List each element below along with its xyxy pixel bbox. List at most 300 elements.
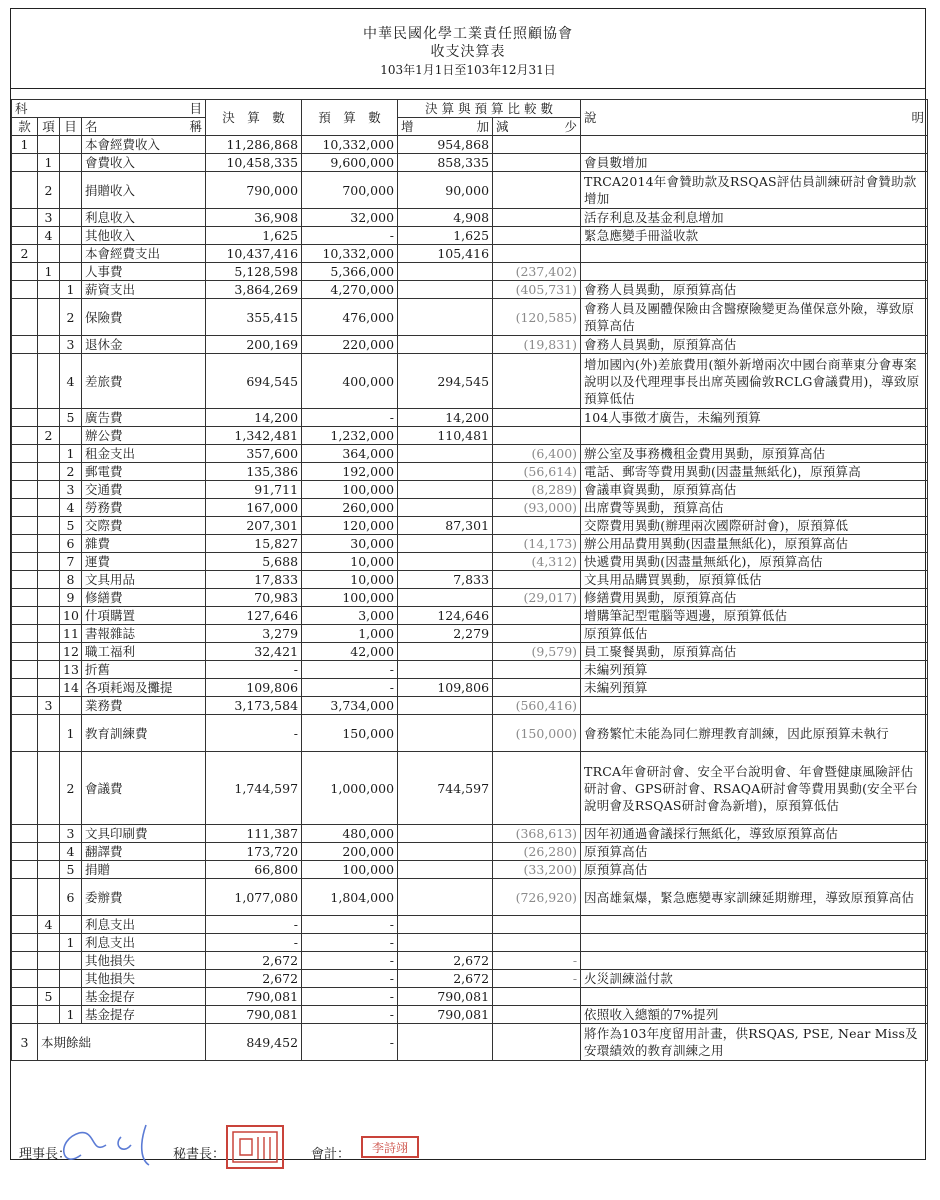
row-note: TRCA2014年會贊助款及RSQAS評估員訓練研討會贊助款增加 xyxy=(581,172,928,209)
row-kuan xyxy=(12,643,38,661)
row-note: 會議車資異動，原預算高估 xyxy=(581,481,928,499)
row-actual: 790,081 xyxy=(206,1006,302,1024)
row-xiang xyxy=(38,281,60,299)
row-actual: 36,908 xyxy=(206,209,302,227)
row-decrease: (9,579) xyxy=(493,643,581,661)
row-actual: 2,672 xyxy=(206,970,302,988)
row-note: 員工聚餐異動，原預算高估 xyxy=(581,643,928,661)
row-xiang xyxy=(38,445,60,463)
row-kuan xyxy=(12,916,38,934)
row-actual: 849,452 xyxy=(206,1024,302,1061)
row-decrease: (26,280) xyxy=(493,843,581,861)
header-actual: 決 算 數 xyxy=(206,100,302,136)
row-decrease xyxy=(493,209,581,227)
row-budget: 480,000 xyxy=(302,825,398,843)
table-row xyxy=(12,661,928,679)
row-xiang: 3 xyxy=(38,697,60,715)
row-actual: 10,458,335 xyxy=(206,154,302,172)
row-note xyxy=(581,263,928,281)
table-row xyxy=(12,499,928,517)
row-xiang: 4 xyxy=(38,916,60,934)
row-decrease: (19,831) xyxy=(493,336,581,354)
header-note: 說 明 xyxy=(581,100,928,136)
table-row xyxy=(12,825,928,843)
org-name: 中華民國化學工業責任照顧協會 xyxy=(363,26,573,42)
row-xiang xyxy=(38,625,60,643)
row-kuan xyxy=(12,553,38,571)
row-xiang xyxy=(38,245,60,263)
table-row xyxy=(12,336,928,354)
row-decrease xyxy=(493,245,581,263)
row-note: 因高雄氣爆，緊急應變專家訓練延期辦理，導致原預算高估 xyxy=(581,879,928,916)
row-name: 辦公費 xyxy=(82,427,206,445)
row-name: 利息支出 xyxy=(82,916,206,934)
row-decrease xyxy=(493,227,581,245)
row-xiang xyxy=(38,336,60,354)
row-budget: 364,000 xyxy=(302,445,398,463)
table-row xyxy=(12,299,928,336)
row-actual: - xyxy=(206,934,302,952)
row-actual: 694,545 xyxy=(206,354,302,409)
row-name: 業務費 xyxy=(82,697,206,715)
row-note: 快遞費用異動(因盡量無紙化)，原預算高估 xyxy=(581,553,928,571)
row-xiang xyxy=(38,463,60,481)
row-increase xyxy=(398,336,493,354)
row-kuan xyxy=(12,445,38,463)
row-name: 退休金 xyxy=(82,336,206,354)
row-decrease xyxy=(493,427,581,445)
row-note: 會務人員異動，原預算高估 xyxy=(581,336,928,354)
row-decrease: (4,312) xyxy=(493,553,581,571)
row-name: 本會經費收入 xyxy=(82,136,206,154)
row-actual: 11,286,868 xyxy=(206,136,302,154)
header-subject: 科 目 xyxy=(12,100,206,118)
row-actual: 3,864,269 xyxy=(206,281,302,299)
row-decrease: (56,614) xyxy=(493,463,581,481)
row-mu: 7 xyxy=(60,553,82,571)
row-increase xyxy=(398,589,493,607)
row-xiang: 2 xyxy=(38,172,60,209)
row-name: 捐贈收入 xyxy=(82,172,206,209)
row-name: 本會經費支出 xyxy=(82,245,206,263)
row-budget: - xyxy=(302,952,398,970)
row-actual: 357,600 xyxy=(206,445,302,463)
row-decrease: (726,920) xyxy=(493,879,581,916)
row-name: 文具印刷費 xyxy=(82,825,206,843)
row-kuan xyxy=(12,281,38,299)
row-actual: 1,077,080 xyxy=(206,879,302,916)
row-increase xyxy=(398,825,493,843)
secretary-seal-icon xyxy=(226,1125,284,1169)
row-note xyxy=(581,697,928,715)
row-budget: 10,332,000 xyxy=(302,245,398,263)
row-xiang: 5 xyxy=(38,988,60,1006)
row-decrease: (29,017) xyxy=(493,589,581,607)
row-note: 會務人員及團體保險由含醫療險變更為僅保意外險，導致原預算高估 xyxy=(581,299,928,336)
row-kuan xyxy=(12,299,38,336)
row-decrease: (405,731) xyxy=(493,281,581,299)
row-increase: 954,868 xyxy=(398,136,493,154)
table-row xyxy=(12,354,928,409)
row-decrease: (368,613) xyxy=(493,825,581,843)
header-xiang: 項 xyxy=(38,118,60,136)
table-row xyxy=(12,136,928,154)
row-mu xyxy=(60,916,82,934)
table-row xyxy=(12,916,928,934)
table-row xyxy=(12,481,928,499)
row-decrease xyxy=(493,934,581,952)
row-name: 修繕費 xyxy=(82,589,206,607)
row-mu xyxy=(60,172,82,209)
row-decrease xyxy=(493,154,581,172)
row-budget: 1,232,000 xyxy=(302,427,398,445)
row-actual: 111,387 xyxy=(206,825,302,843)
row-budget: 4,270,000 xyxy=(302,281,398,299)
row-xiang xyxy=(38,861,60,879)
row-mu: 1 xyxy=(60,445,82,463)
row-kuan: 3 xyxy=(12,1024,38,1061)
row-mu xyxy=(60,952,82,970)
row-xiang: 1 xyxy=(38,154,60,172)
table-row xyxy=(12,1024,928,1061)
row-note: 會員數增加 xyxy=(581,154,928,172)
row-note: 交際費用異動(辦理兩次國際研討會)，原預算低 xyxy=(581,517,928,535)
row-note: 活存利息及基金利息增加 xyxy=(581,209,928,227)
row-actual: 167,000 xyxy=(206,499,302,517)
table-row xyxy=(12,409,928,427)
row-mu: 13 xyxy=(60,661,82,679)
row-kuan xyxy=(12,879,38,916)
row-actual: 790,081 xyxy=(206,988,302,1006)
row-increase: 110,481 xyxy=(398,427,493,445)
row-note: 增加國內(外)差旅費用(額外新增兩次中國台商華東分會專案說明以及代理理事長出席英國倫敦RCLG會議費用)，導致原預算低估 xyxy=(581,354,928,409)
row-increase xyxy=(398,916,493,934)
row-xiang: 4 xyxy=(38,227,60,245)
row-xiang xyxy=(38,934,60,952)
row-budget: - xyxy=(302,409,398,427)
header-mu: 目 xyxy=(60,118,82,136)
row-decrease xyxy=(493,136,581,154)
row-decrease: - xyxy=(493,952,581,970)
row-xiang xyxy=(38,843,60,861)
row-decrease xyxy=(493,661,581,679)
row-budget: 150,000 xyxy=(302,715,398,752)
row-budget: 260,000 xyxy=(302,499,398,517)
row-increase xyxy=(398,934,493,952)
header-decrease: 減 少 xyxy=(493,118,581,136)
row-mu: 2 xyxy=(60,463,82,481)
row-mu: 4 xyxy=(60,354,82,409)
row-actual: 10,437,416 xyxy=(206,245,302,263)
row-xiang xyxy=(38,643,60,661)
row-increase xyxy=(398,697,493,715)
row-note: 緊急應變手冊溢收款 xyxy=(581,227,928,245)
row-increase: 744,597 xyxy=(398,752,493,825)
row-name: 各項耗竭及攤提 xyxy=(82,679,206,697)
table-row xyxy=(12,934,928,952)
row-xiang xyxy=(38,481,60,499)
row-decrease xyxy=(493,1006,581,1024)
row-budget: 400,000 xyxy=(302,354,398,409)
row-decrease: (237,402) xyxy=(493,263,581,281)
row-budget: 10,332,000 xyxy=(302,136,398,154)
row-xiang: 3 xyxy=(38,209,60,227)
row-actual: 173,720 xyxy=(206,843,302,861)
row-increase: 2,279 xyxy=(398,625,493,643)
row-note: 原預算高估 xyxy=(581,843,928,861)
row-xiang xyxy=(38,715,60,752)
row-note xyxy=(581,427,928,445)
row-increase: 4,908 xyxy=(398,209,493,227)
row-decrease: (120,585) xyxy=(493,299,581,336)
row-mu xyxy=(60,227,82,245)
row-mu: 5 xyxy=(60,409,82,427)
row-increase xyxy=(398,843,493,861)
row-kuan xyxy=(12,952,38,970)
row-increase: 109,806 xyxy=(398,679,493,697)
table-header-row-1 xyxy=(12,100,928,118)
row-xiang xyxy=(38,825,60,843)
row-kuan xyxy=(12,209,38,227)
row-decrease xyxy=(493,571,581,589)
row-actual: 3,173,584 xyxy=(206,697,302,715)
row-increase xyxy=(398,445,493,463)
row-xiang xyxy=(38,607,60,625)
table-row xyxy=(12,281,928,299)
row-actual: 109,806 xyxy=(206,679,302,697)
row-actual: 200,169 xyxy=(206,336,302,354)
row-kuan xyxy=(12,481,38,499)
row-name: 利息支出 xyxy=(82,934,206,952)
row-budget: 3,734,000 xyxy=(302,697,398,715)
row-mu: 14 xyxy=(60,679,82,697)
row-actual: 207,301 xyxy=(206,517,302,535)
row-mu xyxy=(60,988,82,1006)
table-row xyxy=(12,752,928,825)
row-mu: 4 xyxy=(60,843,82,861)
row-actual: 135,386 xyxy=(206,463,302,481)
row-kuan xyxy=(12,517,38,535)
row-mu xyxy=(60,245,82,263)
row-note: 會務人員異動，原預算高估 xyxy=(581,281,928,299)
secretary-label: 秘書長： xyxy=(173,1147,226,1162)
row-mu: 12 xyxy=(60,643,82,661)
header-name: 名 稱 xyxy=(82,118,206,136)
row-decrease xyxy=(493,354,581,409)
row-budget: 120,000 xyxy=(302,517,398,535)
row-budget: 30,000 xyxy=(302,535,398,553)
table-row xyxy=(12,209,928,227)
row-note: 依照收入總額的7%提列 xyxy=(581,1006,928,1024)
row-decrease xyxy=(493,625,581,643)
row-note xyxy=(581,934,928,952)
row-name: 會費收入 xyxy=(82,154,206,172)
row-name: 折舊 xyxy=(82,661,206,679)
row-mu: 6 xyxy=(60,879,82,916)
row-name: 翻譯費 xyxy=(82,843,206,861)
row-mu: 3 xyxy=(60,336,82,354)
row-budget: 42,000 xyxy=(302,643,398,661)
row-note: 增購筆記型電腦等週邊，原預算低估 xyxy=(581,607,928,625)
row-decrease xyxy=(493,916,581,934)
row-increase xyxy=(398,299,493,336)
table-row xyxy=(12,227,928,245)
row-budget: - xyxy=(302,227,398,245)
row-actual: - xyxy=(206,715,302,752)
row-kuan xyxy=(12,861,38,879)
row-decrease xyxy=(493,679,581,697)
row-note: 將作為103年度留用計畫，供RSQAS, PSE, Near Miss及安環績效的教育訓練之用 xyxy=(581,1024,928,1061)
row-increase xyxy=(398,879,493,916)
row-budget: 5,366,000 xyxy=(302,263,398,281)
row-kuan xyxy=(12,589,38,607)
row-increase xyxy=(398,481,493,499)
row-increase: 14,200 xyxy=(398,409,493,427)
row-mu xyxy=(60,263,82,281)
row-budget: 1,000 xyxy=(302,625,398,643)
row-actual: 1,342,481 xyxy=(206,427,302,445)
row-name: 差旅費 xyxy=(82,354,206,409)
row-kuan xyxy=(12,172,38,209)
document-frame xyxy=(10,8,926,1160)
row-actual: - xyxy=(206,916,302,934)
row-mu: 11 xyxy=(60,625,82,643)
row-mu: 1 xyxy=(60,281,82,299)
row-budget: 192,000 xyxy=(302,463,398,481)
table-row xyxy=(12,879,928,916)
row-budget: 100,000 xyxy=(302,481,398,499)
row-kuan xyxy=(12,988,38,1006)
table-row xyxy=(12,970,928,988)
document-period: 103年1月1日至103年12月31日 xyxy=(380,63,556,77)
row-increase xyxy=(398,661,493,679)
row-actual: 17,833 xyxy=(206,571,302,589)
row-budget: - xyxy=(302,1024,398,1061)
row-budget: 10,000 xyxy=(302,571,398,589)
table-row xyxy=(12,988,928,1006)
row-note: 火災訓練溢付款 xyxy=(581,970,928,988)
row-note xyxy=(581,988,928,1006)
table-row xyxy=(12,154,928,172)
row-increase xyxy=(398,553,493,571)
row-note: 原預算低估 xyxy=(581,625,928,643)
row-name: 其他收入 xyxy=(82,227,206,245)
row-actual: 91,711 xyxy=(206,481,302,499)
row-actual: 2,672 xyxy=(206,952,302,970)
table-row xyxy=(12,535,928,553)
row-mu: 2 xyxy=(60,299,82,336)
row-decrease xyxy=(493,1024,581,1061)
row-decrease: (6,400) xyxy=(493,445,581,463)
row-decrease xyxy=(493,172,581,209)
row-increase: 858,335 xyxy=(398,154,493,172)
row-mu: 9 xyxy=(60,589,82,607)
table-row xyxy=(12,245,928,263)
row-increase: 90,000 xyxy=(398,172,493,209)
row-actual: 5,128,598 xyxy=(206,263,302,281)
row-budget: 1,000,000 xyxy=(302,752,398,825)
row-kuan xyxy=(12,752,38,825)
row-note: 因年初通過會議採行無紙化，導致原預算高估 xyxy=(581,825,928,843)
row-kuan: 1 xyxy=(12,136,38,154)
row-xiang xyxy=(38,589,60,607)
row-kuan xyxy=(12,825,38,843)
row-increase: 1,625 xyxy=(398,227,493,245)
row-mu xyxy=(60,209,82,227)
row-budget: 100,000 xyxy=(302,861,398,879)
row-name: 薪資支出 xyxy=(82,281,206,299)
row-actual: 790,000 xyxy=(206,172,302,209)
row-actual: - xyxy=(206,661,302,679)
row-kuan xyxy=(12,463,38,481)
header-kuan: 款 xyxy=(12,118,38,136)
row-increase: 294,545 xyxy=(398,354,493,409)
row-kuan xyxy=(12,427,38,445)
row-kuan xyxy=(12,697,38,715)
table-row xyxy=(12,952,928,970)
row-increase: 105,416 xyxy=(398,245,493,263)
row-note: 辦公室及事務機租金費用異動，原預算高估 xyxy=(581,445,928,463)
row-budget: 32,000 xyxy=(302,209,398,227)
row-actual: 14,200 xyxy=(206,409,302,427)
header-increase: 增 加 xyxy=(398,118,493,136)
row-mu: 2 xyxy=(60,752,82,825)
row-mu: 1 xyxy=(60,934,82,952)
row-note: 辦公用品費用異動(因盡量無紙化)，原預算高估 xyxy=(581,535,928,553)
row-name: 利息收入 xyxy=(82,209,206,227)
row-decrease: (560,416) xyxy=(493,697,581,715)
row-xiang xyxy=(38,535,60,553)
accountant-label: 會計： xyxy=(311,1147,351,1162)
row-name: 租金支出 xyxy=(82,445,206,463)
table-row xyxy=(12,571,928,589)
row-kuan xyxy=(12,843,38,861)
row-name: 捐贈 xyxy=(82,861,206,879)
row-actual: 1,744,597 xyxy=(206,752,302,825)
row-kuan xyxy=(12,661,38,679)
row-note xyxy=(581,916,928,934)
row-note: TRCA年會研討會、安全平台說明會、年會暨健康風險評估研討會、GPS研討會、RSAQA研討會等費用異動(安全平台說明會及RSQAS研討會為新增)，原預算低估 xyxy=(581,752,928,825)
row-name: 交際費 xyxy=(82,517,206,535)
row-actual: 70,983 xyxy=(206,589,302,607)
row-note: 104人事徵才廣告，未編列預算 xyxy=(581,409,928,427)
row-kuan xyxy=(12,154,38,172)
row-kuan xyxy=(12,535,38,553)
row-actual: 1,625 xyxy=(206,227,302,245)
row-kuan xyxy=(12,970,38,988)
row-decrease: (8,289) xyxy=(493,481,581,499)
chairman-label: 理事長： xyxy=(19,1147,72,1162)
row-kuan xyxy=(12,625,38,643)
row-mu: 8 xyxy=(60,571,82,589)
row-actual: 5,688 xyxy=(206,553,302,571)
row-decrease: - xyxy=(493,970,581,988)
row-budget: - xyxy=(302,679,398,697)
row-decrease xyxy=(493,517,581,535)
row-xiang xyxy=(38,970,60,988)
header-compare: 決 算 與 預 算 比 較 數 xyxy=(398,100,581,118)
row-mu xyxy=(60,970,82,988)
row-kuan xyxy=(12,263,38,281)
row-increase xyxy=(398,263,493,281)
row-increase: 2,672 xyxy=(398,970,493,988)
row-kuan xyxy=(12,336,38,354)
table-row xyxy=(12,463,928,481)
row-name: 文具用品 xyxy=(82,571,206,589)
row-mu: 10 xyxy=(60,607,82,625)
row-mu xyxy=(60,697,82,715)
row-increase xyxy=(398,499,493,517)
